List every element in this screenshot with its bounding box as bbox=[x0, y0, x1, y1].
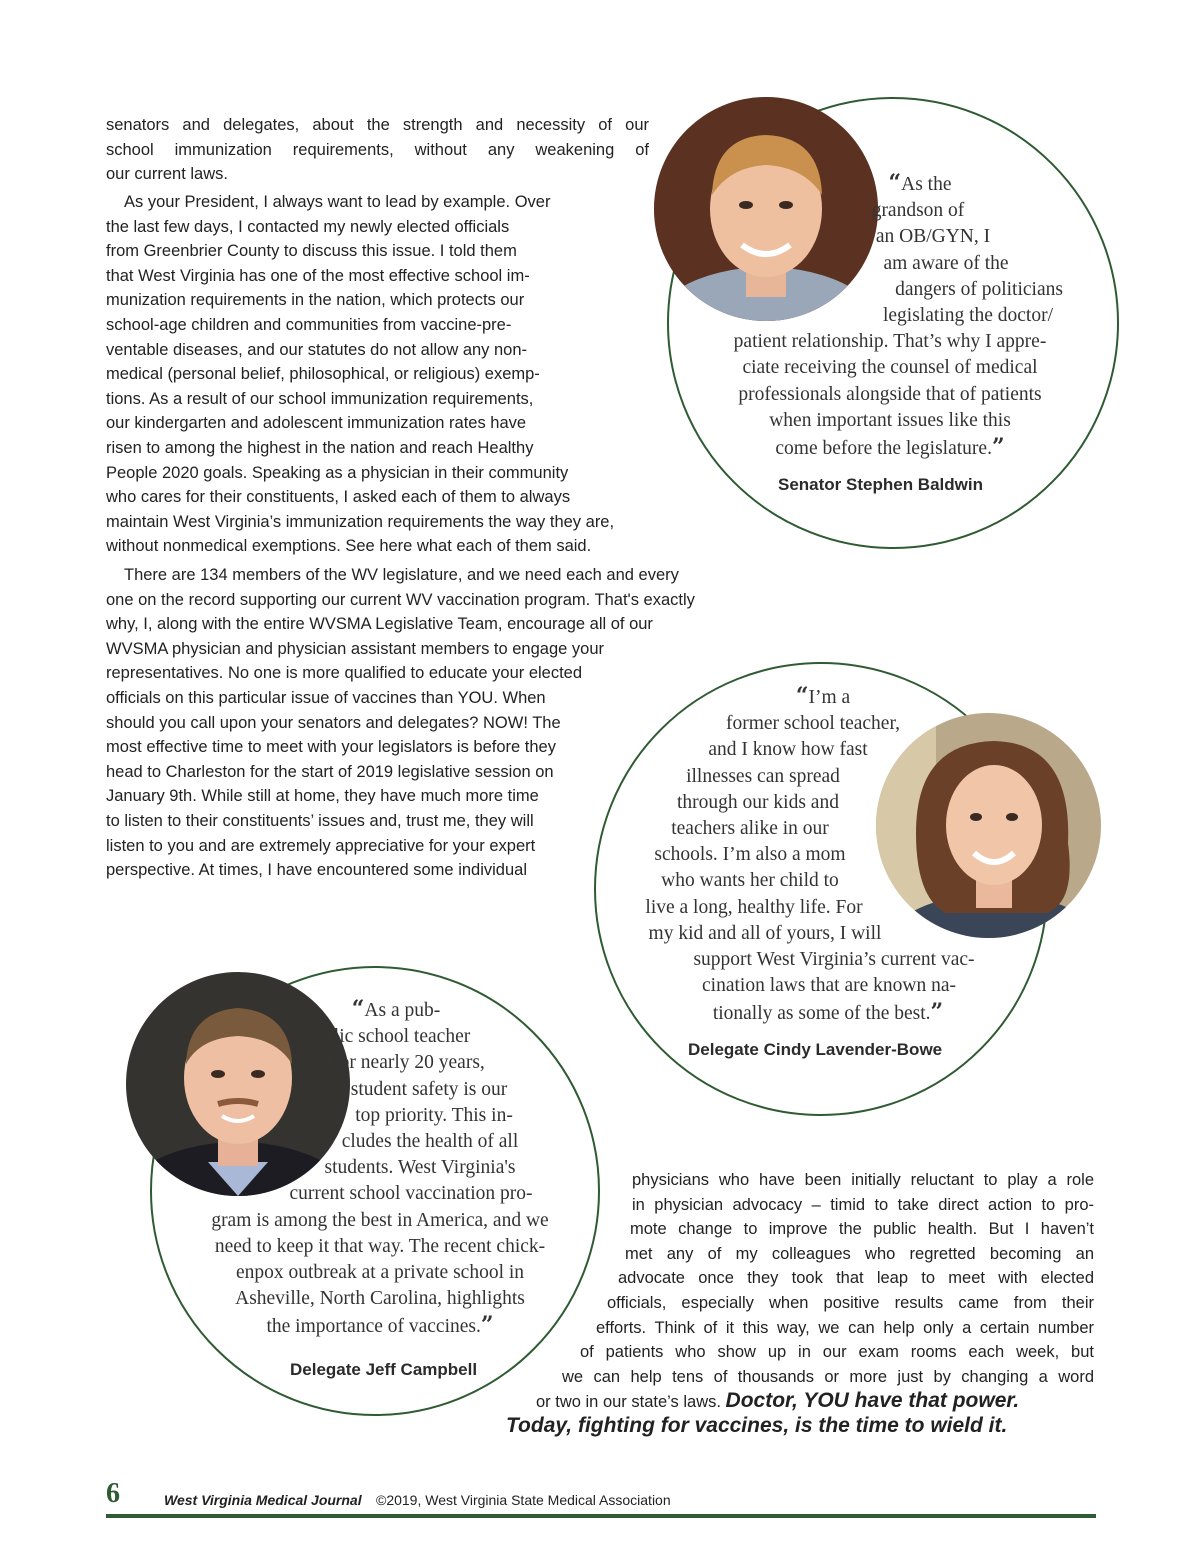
article-line: munization requirements in the nation, which protects our bbox=[106, 291, 525, 310]
attribution-campbell: Delegate Jeff Campbell bbox=[290, 1360, 478, 1379]
article-line: why, I, along with the entire WVSMA Legislative Team, encourage all of our bbox=[106, 615, 653, 634]
quote-line: lic school teacher bbox=[333, 1026, 471, 1048]
quote-line: cludes the health of all bbox=[341, 1131, 519, 1153]
article-line: There are 134 members of the WV legislature, and we need each and every bbox=[124, 566, 679, 584]
copyright-notice: ©2019, West Virginia State Medical Association bbox=[376, 1492, 671, 1508]
article-line: of patients who show up in our exam rooms each week, but bbox=[580, 1343, 1094, 1362]
quote-line: student safety is our bbox=[350, 1078, 508, 1100]
article-line: or two in our state’s laws. bbox=[536, 1393, 721, 1411]
quote-line: patient relationship. That’s why I appre- bbox=[733, 331, 1047, 353]
article-line: who cares for their constituents, I asked each of them to always bbox=[106, 488, 571, 507]
article-line: perspective. At times, I have encountered some individual bbox=[106, 861, 527, 880]
article-line: risen to among the highest in the nation and reach Healthy bbox=[106, 438, 534, 457]
quote-line: who wants her child to bbox=[661, 870, 839, 892]
article-line: should you call upon your senators and delegates? NOW! The bbox=[106, 713, 561, 732]
quote-line: illnesses can spread bbox=[686, 765, 840, 787]
article-line: efforts. Think of it this way, we can help only a certain number bbox=[596, 1318, 1094, 1337]
quote-line: cination laws that are known na- bbox=[702, 975, 956, 997]
quote-line: for nearly 20 years, bbox=[333, 1052, 485, 1074]
quote-text-baldwin bbox=[690, 170, 1090, 462]
article-line: listen to you and are extremely appreciative for your expert bbox=[106, 836, 536, 855]
article-line: in physician advocacy – timid to take direct action to pro- bbox=[632, 1195, 1094, 1214]
quote-line: current school vaccination pro- bbox=[289, 1183, 533, 1205]
quote-line: tionally as some of the best. bbox=[712, 1003, 931, 1025]
quote-line: and I know how fast bbox=[708, 739, 868, 761]
quote-line: dangers of politicians bbox=[895, 278, 1063, 300]
quote-line: the importance of vaccines. bbox=[266, 1316, 481, 1338]
quote-line: professionals alongside that of patients bbox=[738, 383, 1042, 405]
page-number: 6 bbox=[106, 1478, 120, 1509]
article-line: maintain West Virginia’s immunization requirements the way they are, bbox=[106, 512, 615, 531]
article-line: school immunization requirements, without any weakening of bbox=[106, 140, 649, 159]
attribution-baldwin: Senator Stephen Baldwin bbox=[778, 475, 983, 494]
article-top-paragraph bbox=[106, 113, 649, 187]
quote-line: when important issues like this bbox=[769, 409, 1011, 431]
article-line: without nonmedical exemptions. See here what each of them said. bbox=[106, 537, 592, 556]
article-line: ventable diseases, and our statutes do not allow any non- bbox=[106, 340, 528, 359]
article-line: officials, especially when positive results came from their bbox=[607, 1293, 1094, 1312]
article-line: physicians who have been initially reluctant to play a role bbox=[632, 1171, 1094, 1189]
emphasis-power: Doctor, YOU have that power. bbox=[725, 1389, 1020, 1412]
quote-line: ciate receiving the counsel of medical bbox=[742, 357, 1038, 379]
article-line: head to Charleston for the start of 2019 legislative session on bbox=[106, 762, 554, 781]
close-quote-icon: ” bbox=[991, 434, 1005, 461]
quote-line: As a pub- bbox=[364, 1000, 441, 1021]
article-line: officials on this particular issue of vaccines than YOU. When bbox=[106, 688, 546, 707]
quote-line: Asheville, North Carolina, highlights bbox=[235, 1288, 525, 1310]
quote-line: an OB/GYN, I bbox=[875, 226, 991, 248]
footer-divider bbox=[106, 1514, 1096, 1518]
article-line: January 9th. While still at home, they have much more time bbox=[106, 787, 539, 806]
article-line: senators and delegates, about the strength and necessity of our bbox=[106, 116, 649, 134]
article-line: our kindergarten and adolescent immunization rates have bbox=[106, 414, 527, 433]
article-line: tions. As a result of our school immunization requirements, bbox=[106, 389, 534, 408]
quote-line: grandson of bbox=[871, 200, 965, 222]
quote-line: I’m a bbox=[808, 687, 851, 708]
article-line: one on the record supporting our current WV vaccination program. That's exactly bbox=[106, 590, 695, 609]
quote-line: enpox outbreak at a private school in bbox=[235, 1262, 525, 1284]
article-line: WVSMA physician and physician assistant members to engage your bbox=[106, 639, 604, 658]
article-line: People 2020 goals. Speaking as a physician in their community bbox=[106, 463, 569, 482]
article-line: we can help tens of thousands or more just by changing a word bbox=[562, 1367, 1094, 1386]
article-closing-line bbox=[536, 1389, 1136, 1415]
quote-line: support West Virginia’s current vac- bbox=[693, 949, 975, 971]
open-quote-icon: “ bbox=[888, 170, 902, 196]
article-line: met any of my colleagues who regretted becoming an bbox=[625, 1244, 1094, 1263]
quote-line: students. West Virginia's bbox=[324, 1157, 516, 1179]
attribution-lavender-bowe: Delegate Cindy Lavender-Bowe bbox=[688, 1040, 943, 1059]
quote-line: through our kids and bbox=[677, 791, 839, 813]
article-line: our current laws. bbox=[106, 165, 228, 184]
close-quote-icon: ” bbox=[930, 999, 944, 1026]
emphasis-wield: Today, fighting for vaccines, is the time to wield it. bbox=[506, 1414, 1008, 1437]
article-paragraph-president bbox=[106, 190, 706, 559]
article-line: mote change to improve the public health. But I haven’t bbox=[630, 1220, 1094, 1239]
article-line: to listen to their constituents’ issues and, trust me, they will bbox=[106, 811, 534, 830]
article-line: most effective time to meet with your legislators is before they bbox=[106, 738, 556, 757]
quote-line: am aware of the bbox=[883, 252, 1009, 274]
article-line: that West Virginia has one of the most effective school im- bbox=[106, 266, 530, 285]
journal-name: West Virginia Medical Journal bbox=[164, 1492, 362, 1508]
quote-line: teachers alike in our bbox=[671, 818, 829, 840]
article-line: school-age children and communities from vaccine-pre- bbox=[106, 315, 512, 334]
quote-line: come before the legislature. bbox=[775, 438, 992, 460]
article-line: from Greenbrier County to discuss this issue. I told them bbox=[106, 242, 517, 261]
quote-line: schools. I’m also a mom bbox=[654, 844, 846, 866]
article-line: the last few days, I contacted my newly elected officials bbox=[106, 217, 510, 236]
quote-line: legislating the doctor/ bbox=[882, 305, 1054, 327]
open-quote-icon: “ bbox=[795, 683, 809, 709]
article-line: advocate once they took that leap to meet with elected bbox=[618, 1269, 1094, 1288]
article-line: representatives. No one is more qualified to educate your elected bbox=[106, 664, 583, 683]
quote-text-lavender-bowe bbox=[613, 683, 1013, 1028]
quote-line: As the bbox=[901, 174, 952, 195]
quote-line: former school teacher, bbox=[725, 713, 901, 735]
open-quote-icon: “ bbox=[351, 996, 365, 1022]
quote-line: live a long, healthy life. For bbox=[645, 896, 863, 918]
article-line: medical (personal belief, philosophical, or religious) exemp- bbox=[106, 365, 540, 384]
quote-line: need to keep it that way. The recent chick- bbox=[214, 1235, 546, 1257]
quote-line: my kid and all of yours, I will bbox=[648, 922, 882, 944]
article-paragraph-continued bbox=[0, 1168, 1200, 1389]
quote-line: gram is among the best in America, and we bbox=[211, 1209, 549, 1231]
quote-line: top priority. This in- bbox=[355, 1104, 513, 1126]
article-line: As your President, I always want to lead by example. Over bbox=[124, 193, 551, 211]
close-quote-icon: ” bbox=[480, 1312, 494, 1339]
